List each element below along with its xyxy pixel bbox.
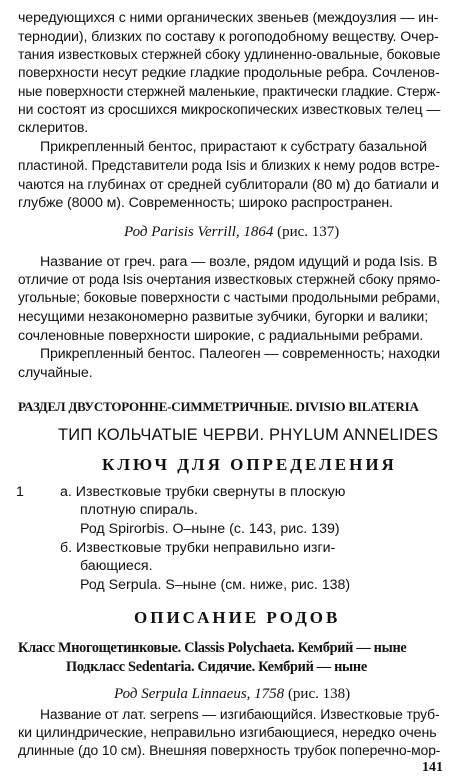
text-line: ки цилиндрические, неправильно изгибающиеся, нередко очень — [18, 724, 437, 741]
text-line: ни состоят из сросшихся микроскопических известковых телец — — [18, 102, 441, 119]
text-line: ные поверхности стержней маленькие, практически гладкие. Стерж- — [18, 84, 441, 101]
text-line: несущими незакономерно развитые зубчики, бугорки и валики; — [18, 309, 429, 326]
text-line: тания известковых стержней сбоку удлиненно-овальные, боковые — [18, 46, 441, 63]
genera-heading: ОПИСАНИЕ РОДОВ — [134, 608, 341, 628]
key-couplet-number: 1 — [16, 484, 24, 501]
genus-heading-parisis — [124, 224, 339, 241]
key-line: б. Известковые трубки неправильно изги- — [60, 539, 336, 556]
text-line: сочленовные поверхности широкие, с радиальными ребрами. — [18, 327, 424, 344]
text-line: угольные; боковые поверхности с частыми продольными ребрами, — [18, 290, 440, 307]
text-line: глубже (8000 м). Современность; широко распространен. — [18, 194, 393, 211]
class-heading: Класс Многощетинковые. Classis Polychaeta. Кембрий — ныне — [18, 639, 407, 656]
genus-name: Род Serpula Linnaeus, 1758 — [114, 685, 285, 702]
genus-figure-ref: (рис. 138) — [287, 685, 351, 702]
page-number: 141 — [422, 760, 443, 775]
genus-heading-serpula — [114, 686, 350, 703]
key-line: Род Spirorbis. O–ныне (с. 143, рис. 139) — [80, 521, 340, 538]
text-line: Название от греч. para — возле, рядом идущий и рода Isis. В — [40, 254, 438, 271]
genus-figure-ref: (рис. 137) — [277, 224, 340, 241]
division-heading: РАЗДЕЛ ДВУСТОРОННЕ-СИММЕТРИЧНЫЕ. DIVISIO BILATERIA — [18, 399, 419, 415]
text-line: чередующихся с ними органических звеньев (междоузлия — ин- — [18, 9, 439, 26]
text-line: тернодии), близких по составу к рогоподобному веществу. Очер- — [18, 28, 439, 45]
phylum-heading: ТИП КОЛЬЧАТЫЕ ЧЕРВИ. PHYLUM ANNELIDES — [58, 425, 439, 444]
text-line: чаются на глубинах от средней сублиторали (80 м) до батиали и — [18, 176, 439, 193]
key-line: а. Известковые трубки свернуты в плоскую — [60, 484, 346, 501]
key-line: Род Serpula. S–ныне (см. ниже, рис. 138) — [80, 576, 351, 593]
text-line: случайные. — [18, 364, 93, 381]
text-line: Прикрепленный бентос, прирастают к субстрату базальной — [40, 139, 427, 156]
text-line: Название от лат. serpens — изгибающийся. Известковые труб- — [40, 706, 440, 723]
text-line: Прикрепленный бентос. Палеоген — современность; находки — [40, 345, 440, 362]
text-line: отличие от рода Isis очертания известковых стержней сбоку прямо- — [18, 272, 441, 289]
key-line: плотную спираль. — [80, 502, 198, 519]
key-line: бающиеся. — [80, 557, 153, 574]
subclass-heading: Подкласс Sedentaria. Сидячие. Кембрий — ныне — [66, 658, 367, 675]
text-line: длинные (до 10 см). Внешняя поверхность трубок поперечно-мор- — [18, 742, 441, 759]
text-line: поверхности несут редкие гладкие продольные ребра. Сочленов- — [18, 64, 440, 81]
text-line: склеритов. — [18, 120, 89, 137]
key-heading: КЛЮЧ ДЛЯ ОПРЕДЕЛЕНИЯ — [102, 454, 397, 474]
text-line: пластиной. Представители рода Isis и близких к нему родов встре- — [18, 157, 440, 174]
genus-name: Род Parisis Verrill, 1864 — [124, 224, 274, 241]
